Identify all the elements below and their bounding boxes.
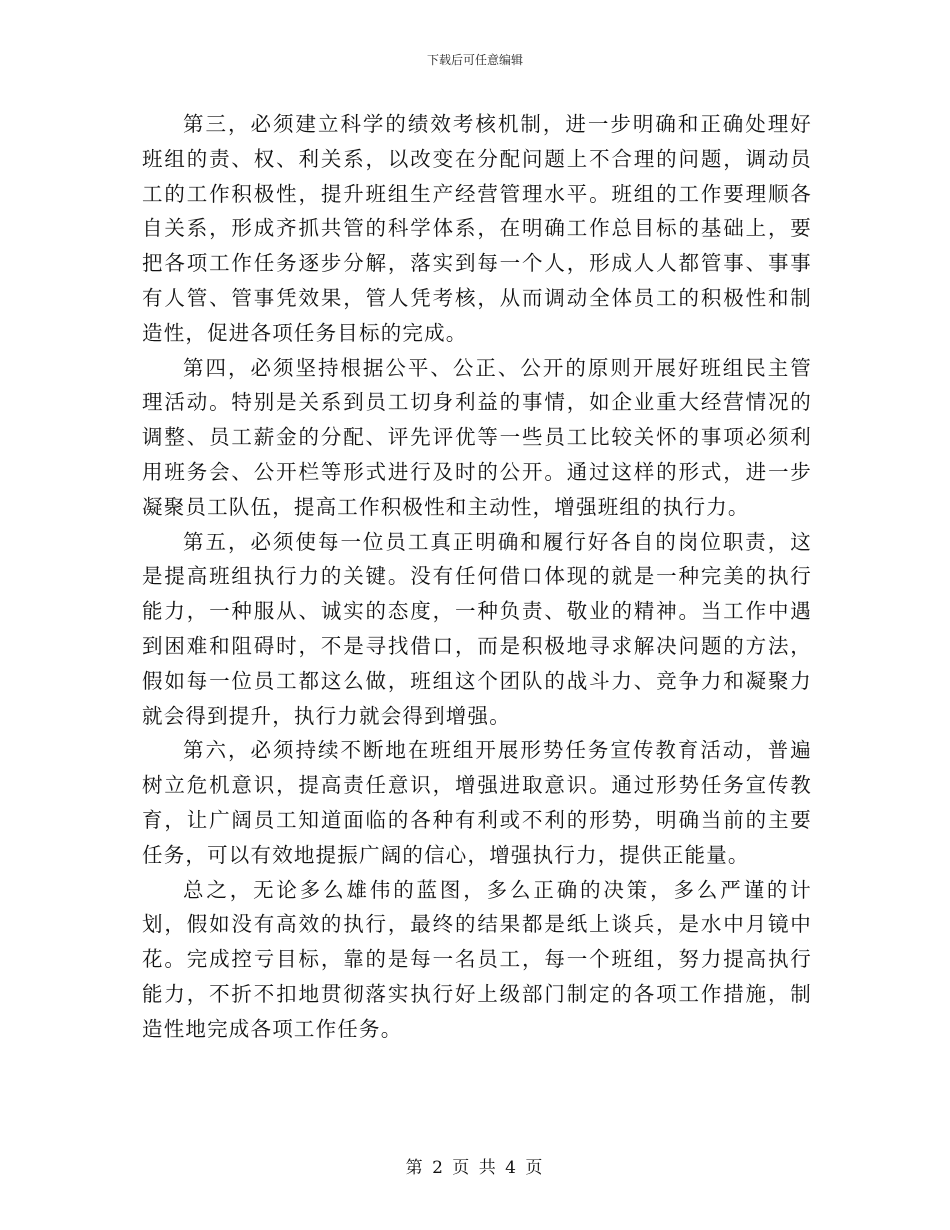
paragraph-fourth: 第四，必须坚持根据公平、公正、公开的原则开展好班组民主管理活动。特别是关系到员工切身利益的事情，如企业重大经营情况的调整、员工薪金的分配、评先评优等一些员工比较关怀的事项必须利用班务会、公开栏等形式进行及时的公开。通过这样的形式，进一步凝聚员工队伍，提高工作积极性和主动性，增强班组的执行力。	[142, 355, 812, 519]
paragraph-third: 第三，必须建立科学的绩效考核机制，进一步明确和正确处理好班组的责、权、利关系，以改变在分配问题上不合理的问题，调动员工的工作积极性，提升班组生产经营管理水平。班组的工作要理顺各自关系，形成齐抓共管的科学体系，在明确工作总目标的基础上，要把各项工作任务逐步分解，落实到每一个人，形成人人都管事、事事有人管、管事凭效果，管人凭考核，从而调动全体员工的积极性和制造性，促进各项任务目标的完成。	[142, 112, 812, 345]
page-number: 第 2 页 共 4 页	[405, 1158, 545, 1178]
paragraph-sixth: 第六，必须持续不断地在班组开展形势任务宣传教育活动，普遍树立危机意识，提高责任意识，增强进取意识。通过形势任务宣传教育，让广阔员工知道面临的各种有利或不利的形势，明确当前的主要任务，可以有效地提振广阔的信心，增强执行力，提供正能量。	[142, 738, 812, 867]
document-body	[142, 107, 812, 1047]
page-header: 下载后可任意编辑	[426, 53, 523, 67]
paragraph-fifth: 第五，必须使每一位员工真正明确和履行好各自的岗位职责，这是提高班组执行力的关键。没有任何借口体现的就是一种完美的执行能力，一种服从、诚实的态度，一种负责、敬业的精神。当工作中遇到困难和阻碍时，不是寻找借口，而是积极地寻求解决问题的方法，假如每一位员工都这么做，班组这个团队的战斗力、竞争力和凝聚力就会得到提升，执行力就会得到增强。	[142, 529, 812, 728]
paragraph-conclusion: 总之，无论多么雄伟的蓝图，多么正确的决策，多么严谨的计划，假如没有高效的执行，最终的结果都是纸上谈兵，是水中月镜中花。完成控亏目标，靠的是每一名员工，每一个班组，努力提高执行能力，不折不扣地贯彻落实执行好上级部门制定的各项工作措施，制造性地完成各项工作任务。	[142, 877, 812, 1041]
